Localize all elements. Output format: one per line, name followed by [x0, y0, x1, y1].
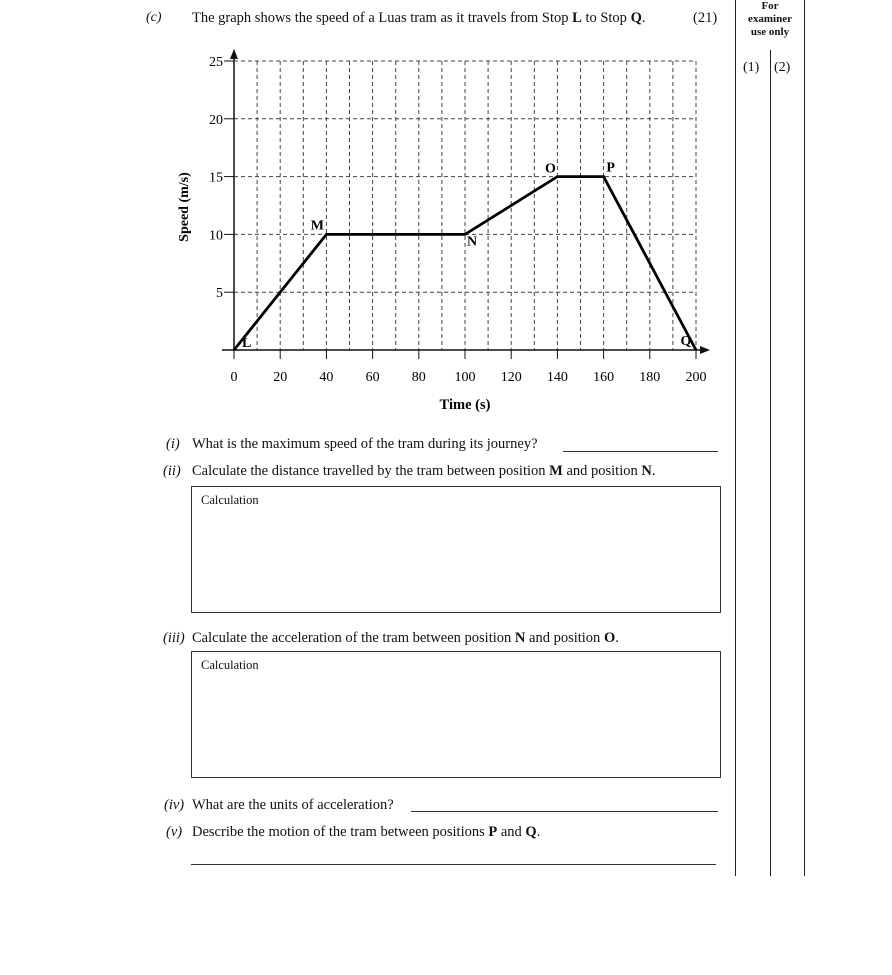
x-tick-label: 200 — [685, 370, 707, 385]
examiner-heading-line3: use only — [750, 26, 790, 38]
question-marks: (21) — [693, 10, 718, 26]
calculation-label-iii: Calculation — [201, 658, 259, 672]
y-tick-label: 20 — [209, 112, 223, 128]
part-v-number: (v) — [166, 824, 183, 840]
y-tick-label: 10 — [209, 228, 223, 244]
part-iv-text: What are the units of acceleration? — [192, 797, 394, 813]
x-tick-label: 60 — [365, 370, 380, 385]
point-label-q: Q — [680, 334, 692, 349]
point-label-l: L — [242, 336, 252, 351]
part-v-mid: and — [497, 824, 526, 840]
point-label-n: N — [466, 234, 478, 250]
part-i-text: What is the maximum speed of the tram during its journey? — [192, 436, 538, 452]
part-iii-number: (iii) — [163, 630, 185, 646]
part-ii-mid: and position — [562, 463, 642, 479]
part-ii-pre: Calculate the distance travelled by the tram between position — [192, 463, 550, 479]
x-tick-label: 20 — [273, 370, 288, 385]
x-tick-label: 140 — [546, 370, 568, 385]
answer-line-v[interactable] — [191, 864, 716, 865]
x-tick-label: 100 — [454, 370, 476, 385]
x-tick-label: 0 — [230, 370, 238, 385]
x-axis-label: Time (s) — [439, 397, 491, 413]
intro-text-mid: to Stop — [581, 10, 631, 26]
point-label-p: P — [606, 160, 615, 176]
part-v-position-q: Q — [525, 824, 537, 840]
y-tick-label: 15 — [209, 170, 223, 186]
part-i — [166, 436, 180, 453]
question-part-label: (c) — [146, 10, 162, 25]
y-axis-arrow — [230, 49, 238, 59]
x-axis-arrow — [700, 346, 710, 354]
part-v-position-p: P — [488, 824, 498, 840]
part-ii-position-m: M — [549, 463, 563, 479]
part-v-pre: Describe the motion of the tram between positions — [192, 824, 489, 840]
calculation-label-ii: Calculation — [201, 493, 259, 507]
chart-grid — [234, 61, 696, 350]
x-tick-label: 80 — [411, 370, 426, 385]
intro-stop-l: L — [572, 10, 582, 26]
point-label-o: O — [544, 161, 556, 177]
part-iii-end: . — [615, 630, 619, 646]
part-iii-mid: and position — [525, 630, 604, 646]
y-tick-label: 25 — [209, 55, 223, 70]
answer-line-iv[interactable] — [411, 811, 718, 812]
part-i-number: (i) — [166, 436, 180, 452]
part-ii-text — [192, 463, 655, 480]
examiner-heading-line2: examiner — [748, 13, 792, 25]
examiner-col-1: (1) — [743, 60, 760, 75]
x-tick-label: 120 — [500, 370, 522, 385]
calculation-box-ii[interactable] — [191, 486, 721, 613]
part-ii-end: . — [651, 463, 656, 479]
intro-stop-q: Q — [630, 10, 642, 26]
part-ii-number: (ii) — [163, 463, 181, 479]
part-iii-pre: Calculate the acceleration of the tram between position — [192, 630, 515, 646]
x-tick-label: 160 — [593, 370, 615, 385]
chart-axes — [222, 49, 710, 354]
y-axis-label: Speed (m/s) — [177, 172, 192, 242]
x-tick-label: 180 — [639, 370, 661, 385]
chart-ticks — [209, 55, 707, 385]
part-iv-number: (iv) — [164, 797, 185, 813]
part-iii-text — [192, 630, 619, 647]
part-v-end: . — [536, 824, 541, 840]
intro-text: The graph shows the speed of a Luas tram as it travels from Stop — [192, 10, 573, 26]
y-tick-label: 5 — [216, 286, 223, 302]
part-iii-position-o: O — [603, 630, 616, 646]
point-label-m: M — [310, 218, 325, 234]
part-iii-position-n: N — [514, 630, 526, 646]
intro-text-end: . — [641, 10, 646, 26]
part-v-text — [192, 824, 540, 841]
examiner-col-2: (2) — [774, 60, 791, 75]
speed-time-graph — [0, 0, 892, 420]
part-ii-position-n: N — [641, 463, 652, 479]
examiner-heading-line1: For — [761, 0, 779, 12]
x-tick-label: 40 — [319, 370, 334, 385]
answer-line-i[interactable] — [563, 451, 718, 452]
calculation-box-iii[interactable] — [191, 651, 721, 778]
